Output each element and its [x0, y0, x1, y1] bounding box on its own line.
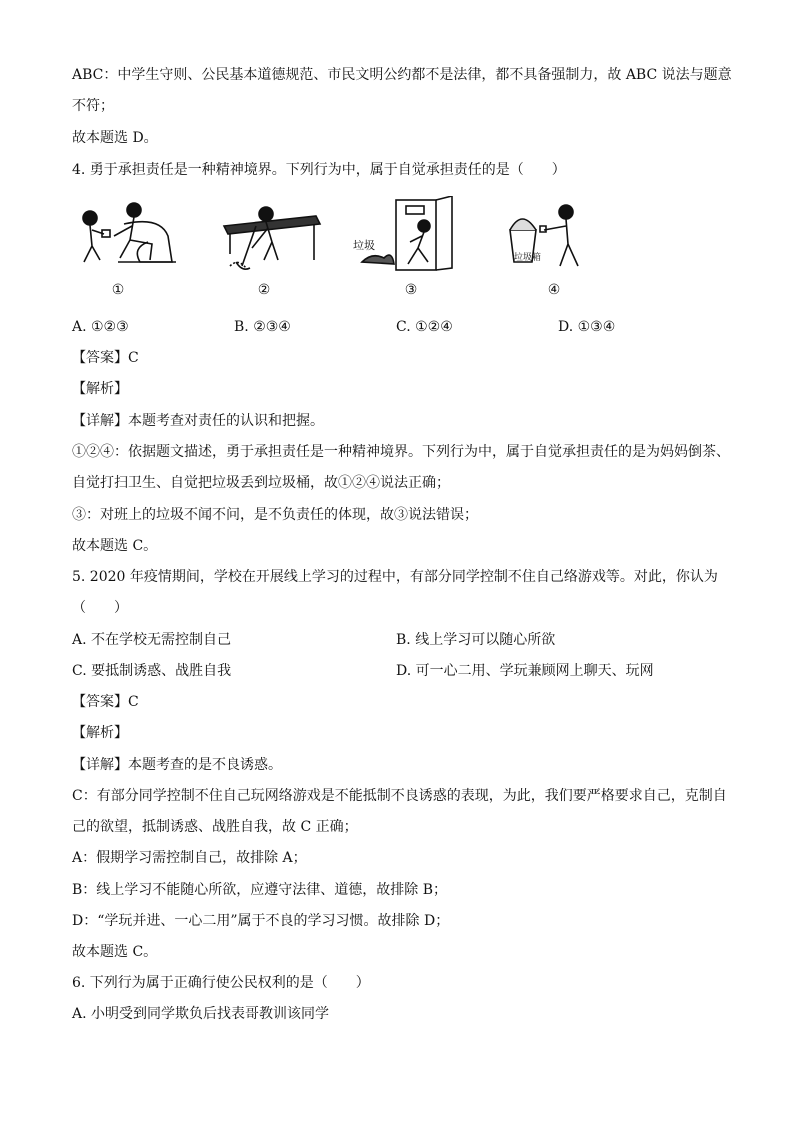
question-6-stem: 6. 下列行为属于正确行使公民权利的是（ ）: [72, 975, 370, 991]
detail-line: D：“学玩并进、一心二用”属于不良的学习习惯。故排除 D；: [72, 913, 450, 929]
option-a: A. ①②③: [72, 319, 129, 335]
detail-line: 自觉打扫卫生、自觉把垃圾丢到垃圾桶，故①②④说法正确；: [72, 475, 450, 491]
detail-line: C：有部分同学控制不住自己玩网络游戏是不能抵制不良诱惑的表现，为此，我们要严格要求自己，克制自: [72, 788, 727, 804]
figure-label: ③: [404, 282, 418, 298]
question-4-stem: 4. 勇于承担责任是一种精神境界。下列行为中，属于自觉承担责任的是（ ）: [72, 162, 566, 178]
figure-label: ①: [111, 282, 125, 298]
detail-line: 【详解】本题考查对责任的认识和把握。: [72, 413, 324, 429]
question-4-figures: [68, 196, 628, 302]
analysis-label: 【解析】: [72, 381, 128, 397]
detail-line: 【详解】本题考查的是不良诱惑。: [72, 757, 282, 773]
detail-line: B：线上学习不能随心所欲，应遵守法律、道德，故排除 B；: [72, 882, 448, 898]
option-d: D. ①③④: [558, 319, 616, 335]
option-b: B. 线上学习可以随心所欲: [396, 632, 556, 648]
option-a: A. 小明受到同学欺负后找表哥教训该同学: [72, 1006, 330, 1022]
detail-line: 故本题选 C。: [72, 944, 158, 960]
child-serving-tea-icon: [68, 196, 188, 276]
detail-line: ③：对班上的垃圾不闻不问，是不负责任的体现，故③说法错误；: [72, 507, 478, 523]
option-c: C. 要抵制诱惑、战胜自我: [72, 663, 232, 679]
answer-label: 【答案】C: [72, 694, 139, 710]
question-5-stem: 5. 2020 年疫情期间，学校在开展线上学习的过程中，有部分同学控制不住自己络游戏等。对此，你认为: [72, 569, 718, 585]
detail-line: 故本题选 C。: [72, 538, 158, 554]
trash-sign-text: 垃圾: [353, 239, 375, 252]
figure-label: ④: [547, 282, 561, 298]
option-d: D. 可一心二用、学玩兼顾网上聊天、玩网: [396, 663, 654, 679]
analysis-label: 【解析】: [72, 725, 128, 741]
detail-line: A：假期学习需控制自己，故排除 A；: [72, 850, 307, 866]
detail-line: 己的欲望，抵制诱惑、战胜自我，故 C 正确；: [72, 819, 358, 835]
question-5-stem: （ ）: [72, 600, 128, 616]
text-line: ABC：中学生守则、公民基本道德规范、市民文明公约都不是法律，都不具备强制力，故 ABC 说法与题意: [72, 67, 732, 83]
trash-bin-text: 垃圾箱: [514, 253, 542, 263]
figure-label: ②: [257, 282, 271, 298]
option-a: A. 不在学校无需控制自己: [72, 632, 232, 648]
text-line: 故本题选 D。: [72, 130, 158, 146]
option-b: B. ②③④: [234, 319, 291, 335]
student-sweeping-icon: [216, 196, 336, 276]
option-c: C. ①②④: [396, 319, 453, 335]
answer-label: 【答案】C: [72, 350, 139, 366]
detail-line: ①②④：依据题文描述，勇于承担责任是一种精神境界。下列行为中，属于自觉承担责任的是为妈妈倒茶、: [72, 444, 730, 460]
text-line: 不符；: [72, 98, 114, 114]
